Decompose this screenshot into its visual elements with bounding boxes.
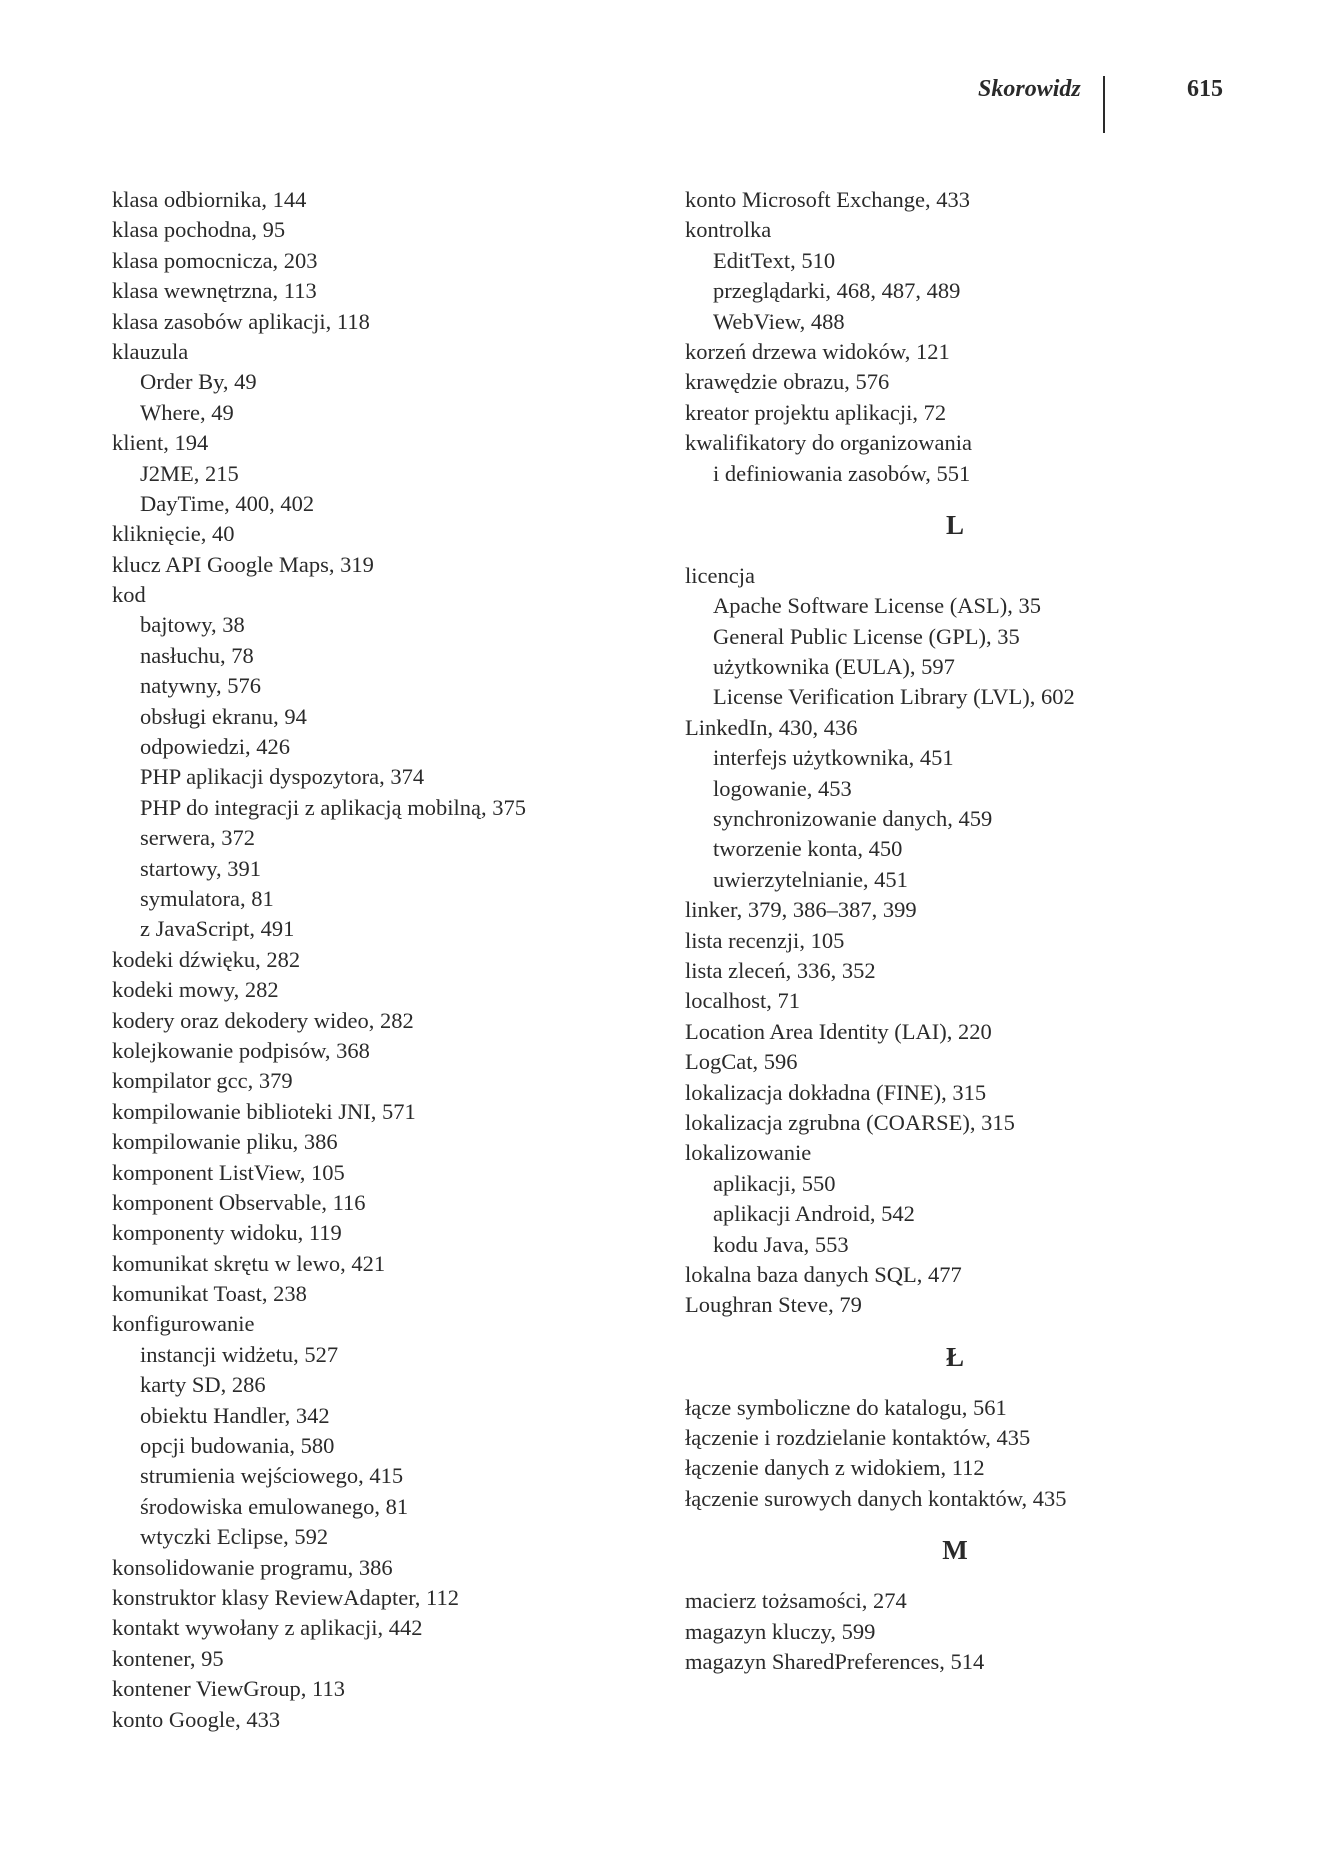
index-subentry: uwierzytelnianie, 451 [713, 866, 908, 892]
index-subentry: natywny, 576 [140, 673, 262, 699]
index-subentry: Apache Software License (ASL), 35 [713, 593, 1042, 619]
index-entry: konstruktor klasy ReviewAdapter, 112 [112, 1584, 459, 1610]
index-subentry: logowanie, 453 [713, 775, 852, 801]
index-entry: komunikat Toast, 238 [112, 1281, 307, 1307]
index-subentry: Order By, 49 [140, 369, 257, 395]
index-subentry: z JavaScript, 491 [140, 916, 295, 942]
index-entry: klasa odbiornika, 144 [112, 187, 307, 212]
index-entry: konsolidowanie programu, 386 [112, 1554, 393, 1580]
index-entry: kontener, 95 [112, 1645, 224, 1671]
index-subentry: kodu Java, 553 [713, 1231, 849, 1257]
index-subentry: aplikacji, 550 [713, 1170, 836, 1196]
index-entry: licencja [685, 562, 755, 588]
index-entry: klasa wewnętrzna, 113 [112, 278, 317, 304]
index-entry: kompilowanie biblioteki JNI, 571 [112, 1098, 416, 1124]
index-entry: linker, 379, 386–387, 399 [685, 897, 917, 923]
index-entry: lista recenzji, 105 [685, 927, 845, 953]
index-entry: LogCat, 596 [685, 1049, 798, 1075]
index-subentry: tworzenie konta, 450 [713, 836, 903, 862]
section-letter-heading: Ł [945, 1341, 964, 1372]
index-entry: Loughran Steve, 79 [685, 1292, 862, 1318]
header-divider [1103, 76, 1105, 133]
index-subentry: karty SD, 286 [140, 1372, 266, 1398]
index-entry: kliknięcie, 40 [112, 521, 235, 547]
index-entry: klasa pochodna, 95 [112, 217, 286, 243]
index-subentry: obsługi ekranu, 94 [140, 703, 307, 729]
index-subentry: przeglądarki, 468, 487, 489 [713, 278, 961, 304]
index-entry: LinkedIn, 430, 436 [685, 714, 858, 740]
index-entry: komunikat skrętu w lewo, 421 [112, 1250, 386, 1276]
index-entry: kontrolka [685, 217, 772, 243]
index-subentry: WebView, 488 [713, 308, 845, 334]
index-subentry: i definiowania zasobów, 551 [713, 460, 971, 486]
index-subentry: License Verification Library (LVL), 602 [713, 684, 1075, 710]
index-entry: korzeń drzewa widoków, 121 [685, 338, 950, 364]
index-column-right [685, 185, 1275, 1677]
index-entry: localhost, 71 [685, 988, 800, 1014]
index-subentry: PHP do integracji z aplikacją mobilną, 375 [140, 794, 526, 820]
index-subentry: odpowiedzi, 426 [140, 734, 290, 760]
index-entry: magazyn kluczy, 599 [685, 1618, 876, 1644]
index-entry: lista zleceń, 336, 352 [685, 957, 876, 983]
index-entry: magazyn SharedPreferences, 514 [685, 1649, 985, 1675]
index-subentry: aplikacji Android, 542 [713, 1201, 915, 1227]
index-subentry: serwera, 372 [140, 825, 255, 851]
index-entry: klauzula [112, 338, 189, 364]
index-entry: krawędzie obrazu, 576 [685, 369, 890, 395]
index-column-left [112, 185, 702, 1735]
index-subentry: symulatora, 81 [140, 885, 274, 911]
index-entry: klucz API Google Maps, 319 [112, 551, 374, 577]
index-entry: kodery oraz dekodery wideo, 282 [112, 1007, 414, 1033]
index-entry: lokalizacja zgrubna (COARSE), 315 [685, 1109, 1015, 1135]
index-entry: konto Google, 433 [112, 1706, 281, 1732]
index-entry: macierz tożsamości, 274 [685, 1588, 907, 1614]
index-entry: kodeki dźwięku, 282 [112, 946, 301, 972]
index-entry: klasa pomocnicza, 203 [112, 247, 318, 273]
index-entry: Location Area Identity (LAI), 220 [685, 1018, 992, 1044]
index-subentry: PHP aplikacji dyspozytora, 374 [140, 764, 425, 790]
index-entry: lokalizacja dokładna (FINE), 315 [685, 1079, 987, 1105]
index-subentry: EditText, 510 [713, 247, 836, 273]
index-entry: komponenty widoku, 119 [112, 1220, 342, 1246]
index-subentry: startowy, 391 [140, 855, 262, 881]
index-entry: kompilowanie pliku, 386 [112, 1129, 338, 1155]
index-subentry: opcji budowania, 580 [140, 1433, 335, 1459]
index-entry: komponent ListView, 105 [112, 1159, 345, 1185]
index-subentry: środowiska emulowanego, 81 [140, 1493, 409, 1519]
section-letter-heading: L [945, 509, 964, 540]
index-entry: klasa zasobów aplikacji, 118 [112, 308, 370, 334]
index-subentry: strumienia wejściowego, 415 [140, 1463, 404, 1489]
index-entry: konfigurowanie [112, 1311, 255, 1337]
index-subentry: użytkownika (EULA), 597 [713, 654, 955, 680]
index-subentry: interfejs użytkownika, 451 [713, 745, 954, 771]
index-entry: lokalizowanie [685, 1140, 812, 1166]
index-entry: klient, 194 [112, 430, 209, 456]
index-entry: kodeki mowy, 282 [112, 977, 279, 1003]
index-entry: łączenie surowych danych kontaktów, 435 [685, 1485, 1067, 1511]
index-entry: komponent Observable, 116 [112, 1189, 366, 1215]
index-subentry: Where, 49 [140, 399, 234, 425]
index-entry: łączenie danych z widokiem, 112 [685, 1455, 985, 1481]
index-subentry: General Public License (GPL), 35 [713, 623, 1020, 649]
index-entry: kompilator gcc, 379 [112, 1068, 293, 1094]
index-subentry: wtyczki Eclipse, 592 [140, 1524, 329, 1550]
index-entry: łącze symboliczne do katalogu, 561 [685, 1394, 1007, 1420]
index-subentry: bajtowy, 38 [140, 612, 245, 638]
index-entry: łączenie i rozdzielanie kontaktów, 435 [685, 1425, 1031, 1451]
index-subentry: DayTime, 400, 402 [140, 490, 315, 516]
index-subentry: instancji widżetu, 527 [140, 1341, 339, 1367]
index-subentry: J2ME, 215 [140, 460, 239, 486]
index-entry: lokalna baza danych SQL, 477 [685, 1261, 962, 1287]
index-entry: kontakt wywołany z aplikacji, 442 [112, 1615, 423, 1641]
index-entry: kod [112, 582, 146, 608]
index-subentry: nasłuchu, 78 [140, 642, 254, 668]
section-letter-heading: M [942, 1535, 968, 1566]
index-entry: kwalifikatory do organizowania [685, 430, 972, 456]
page-number: 615 [1187, 76, 1223, 102]
index-entry: kreator projektu aplikacji, 72 [685, 399, 947, 425]
index-subentry: obiektu Handler, 342 [140, 1402, 330, 1428]
index-subentry: synchronizowanie danych, 459 [713, 806, 993, 832]
index-entry: kontener ViewGroup, 113 [112, 1676, 345, 1702]
index-entry: konto Microsoft Exchange, 433 [685, 187, 970, 212]
running-header-title: Skorowidz [978, 76, 1081, 102]
index-entry: kolejkowanie podpisów, 368 [112, 1037, 370, 1063]
